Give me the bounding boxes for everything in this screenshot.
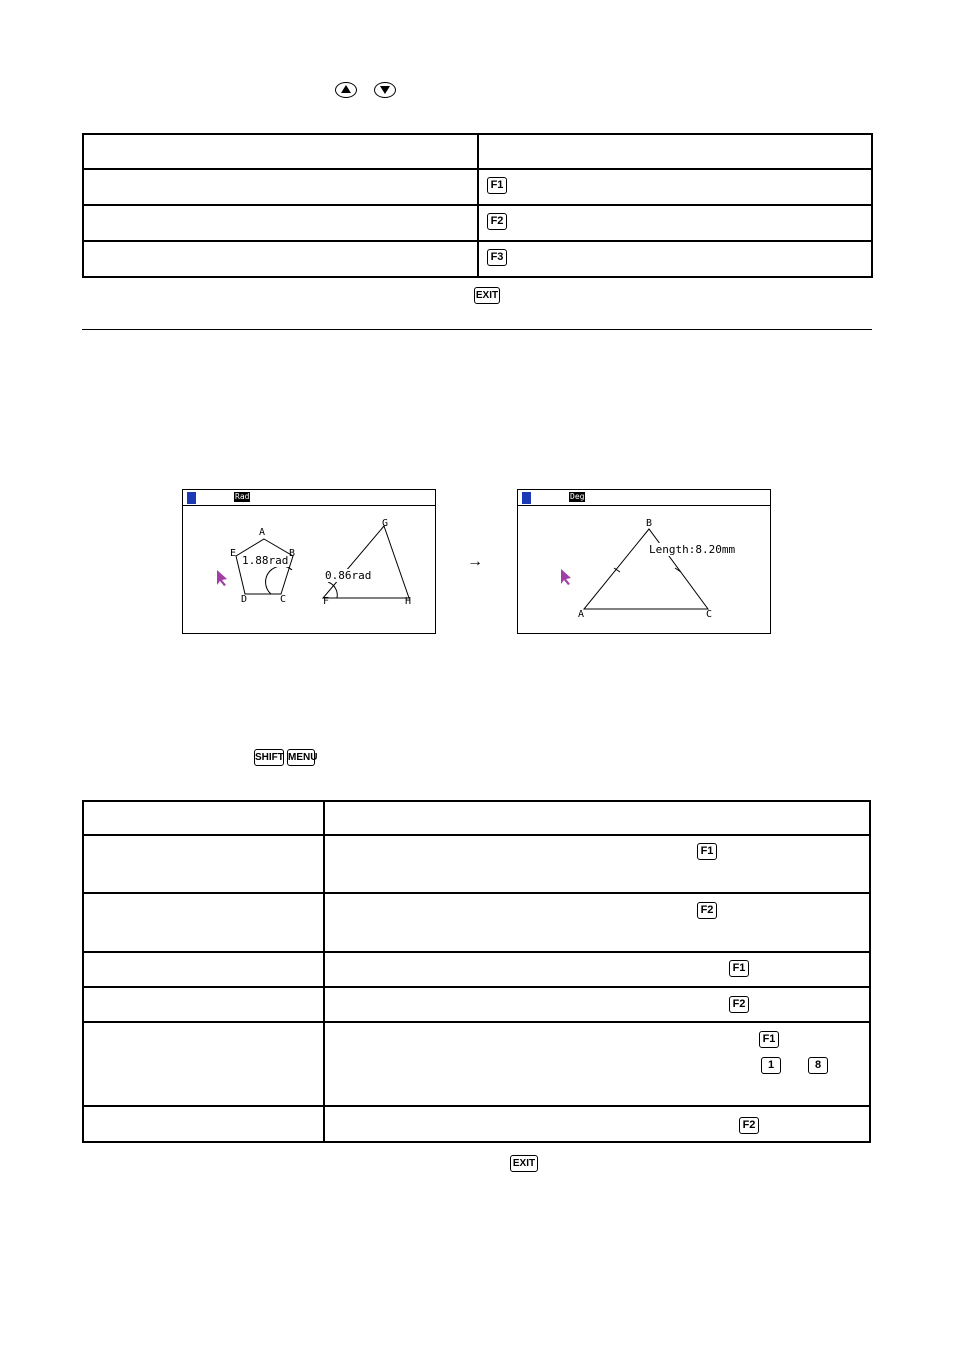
table1-header-right — [478, 134, 872, 169]
point-label-d: D — [241, 594, 248, 605]
point-label-b: B — [289, 548, 296, 559]
length-measure: Length:8.20mm — [649, 543, 736, 556]
table2-row-label — [83, 835, 324, 893]
point-label-f: F — [323, 596, 330, 607]
f2-key[interactable]: F2 — [487, 213, 507, 230]
angle-measure-2: 0.86rad — [325, 569, 372, 582]
geometry-drawing — [183, 490, 435, 633]
menu-key[interactable]: MENU — [287, 749, 315, 766]
triangle-shape — [323, 526, 409, 598]
down-arrow-icon — [380, 85, 390, 94]
digit-1-key[interactable]: 1 — [761, 1057, 781, 1074]
table2-row-desc — [324, 893, 870, 952]
angle-mode-badge: Deg — [570, 492, 585, 501]
table2-header-left — [83, 801, 324, 835]
point-label-h: H — [405, 596, 412, 607]
table2-row-desc — [324, 987, 870, 1022]
table2-row-label — [83, 893, 324, 952]
table2-row-desc — [324, 952, 870, 987]
function-key-table-1 — [82, 133, 873, 278]
f1-key[interactable]: F1 — [759, 1031, 779, 1048]
point-label-a: A — [259, 527, 266, 538]
geometry-drawing — [518, 490, 770, 633]
point-label-a: A — [578, 609, 585, 620]
angle-mode-badge: Rad — [235, 492, 250, 501]
triangle-shape — [584, 529, 708, 609]
transition-arrow: → — [467, 553, 483, 570]
section-divider — [82, 329, 872, 330]
f2-key[interactable]: F2 — [729, 996, 749, 1013]
table1-row-label — [83, 241, 478, 277]
table1-row-key — [478, 241, 872, 277]
point-label-b: B — [646, 518, 653, 529]
table2-row-label — [83, 1022, 324, 1106]
f2-key[interactable]: F2 — [739, 1117, 759, 1134]
up-arrow-key[interactable] — [335, 82, 357, 98]
calculator-screen-degrees — [517, 489, 771, 634]
f1-key[interactable]: F1 — [697, 843, 717, 860]
angle-measure-1: 1.88rad — [242, 554, 289, 567]
table2-row-label — [83, 987, 324, 1022]
table1-row-key — [478, 169, 872, 205]
table2-row-label — [83, 952, 324, 987]
point-label-c: C — [706, 609, 713, 620]
f1-key[interactable]: F1 — [487, 177, 507, 194]
calculator-screen-radians — [182, 489, 436, 634]
table2-row-desc — [324, 835, 870, 893]
exit-key[interactable]: EXIT — [474, 287, 500, 304]
shift-key[interactable]: SHIFT — [254, 749, 284, 766]
table2-row-label — [83, 1106, 324, 1142]
table2-header-right — [324, 801, 870, 835]
pointer-cursor-icon — [217, 570, 227, 586]
table1-row-label — [83, 169, 478, 205]
table2-row-desc — [324, 1106, 870, 1142]
setup-table-2 — [82, 800, 871, 1143]
exit-key[interactable]: EXIT — [510, 1155, 538, 1172]
table2-row-desc — [324, 1022, 870, 1106]
point-label-e: E — [230, 548, 237, 559]
digit-8-key[interactable]: 8 — [808, 1057, 828, 1074]
f2-key[interactable]: F2 — [697, 902, 717, 919]
table1-header-left — [83, 134, 478, 169]
f3-key[interactable]: F3 — [487, 249, 507, 266]
f1-key[interactable]: F1 — [729, 960, 749, 977]
table1-row-label — [83, 205, 478, 241]
point-label-g: G — [382, 518, 389, 529]
up-arrow-icon — [341, 85, 351, 94]
point-label-c: C — [280, 594, 287, 605]
down-arrow-key[interactable] — [374, 82, 396, 98]
table1-row-key — [478, 205, 872, 241]
pointer-cursor-icon — [561, 569, 571, 585]
